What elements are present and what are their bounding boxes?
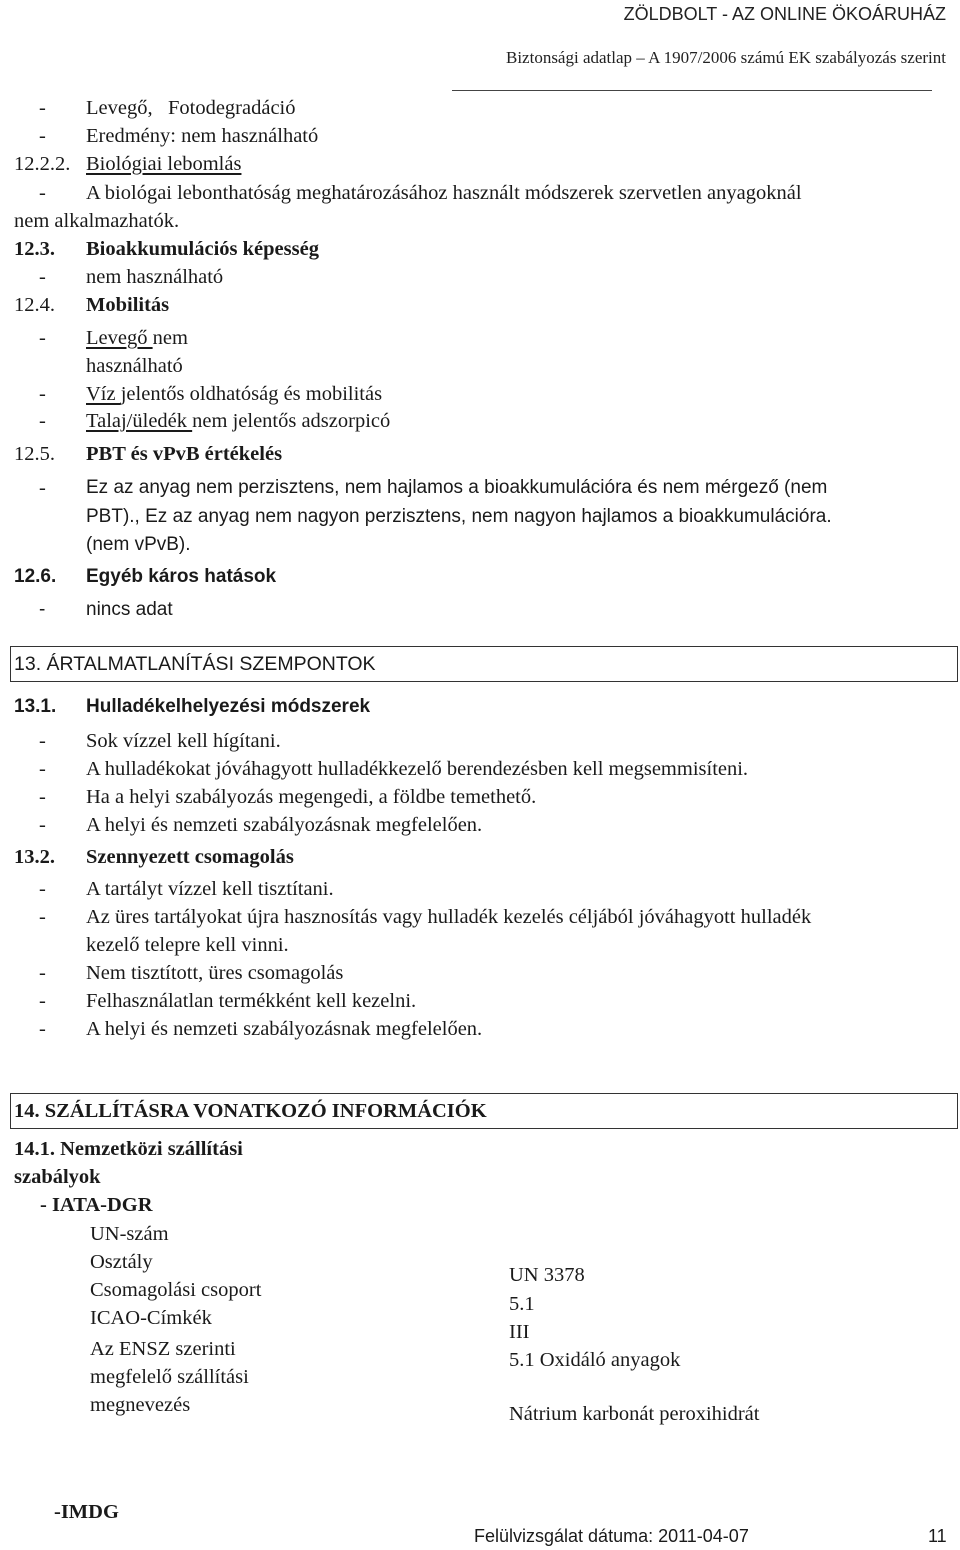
air-photodegradation: Levegő, Fotodegradáció bbox=[86, 97, 296, 119]
section-title-other-effects: Egyéb káros hatások bbox=[86, 566, 277, 587]
bullet-dash: - bbox=[39, 125, 46, 147]
section-number: 12.5. bbox=[14, 443, 55, 465]
bullet-dash: - bbox=[39, 97, 46, 119]
result-line: Eredmény: nem használható bbox=[86, 125, 319, 147]
bullet-dash: - bbox=[39, 477, 46, 499]
label-shipping-name-2: megfelelő szállítási bbox=[90, 1366, 249, 1388]
bullet-dash: - bbox=[39, 266, 46, 288]
list-item: A hulladékokat jóváhagyott hulladékkezelő berendezésben kell megsemmisíteni. bbox=[86, 758, 749, 780]
mobility-air-label: Levegő bbox=[86, 327, 153, 349]
pbt-text-1: Ez az anyag nem perzisztens, nem hajlamos a bioakkumulációra és nem mérgező (nem bbox=[86, 477, 828, 498]
section-title-biodegradation: Biológiai lebomlás bbox=[86, 153, 242, 175]
list-item-cont: kezelő telepre kell vinni. bbox=[86, 934, 289, 956]
bullet-dash: - bbox=[39, 410, 46, 432]
bullet-dash: - bbox=[39, 962, 46, 984]
section-number: 12.6. bbox=[14, 566, 57, 587]
section-title-mobility: Mobilitás bbox=[86, 294, 170, 316]
section-number: 12.2.2. bbox=[14, 153, 71, 175]
list-item: A helyi és nemzeti szabályozásnak megfelelően. bbox=[86, 1018, 483, 1040]
bullet-dash: - bbox=[39, 1018, 46, 1040]
value-class: 5.1 bbox=[509, 1293, 535, 1315]
bullet-dash: - bbox=[39, 730, 46, 752]
pbt-text-2: PBT)., Ez az anyag nem nagyon perzisztens, nem nagyon hajlamos a bioakkumulációra. bbox=[86, 506, 832, 527]
section-number: 13.2. bbox=[14, 846, 55, 868]
mobility-water-label: Víz bbox=[86, 383, 121, 405]
mobility-air-value-cont: használható bbox=[86, 355, 183, 377]
section-title-packaging: Szennyezett csomagolás bbox=[86, 846, 294, 868]
label-un-number: UN-szám bbox=[90, 1223, 169, 1245]
bullet-dash: - bbox=[39, 599, 46, 620]
mobility-soil-label: Talaj/üledék bbox=[86, 410, 193, 432]
section-title-bioaccumulation: Bioakkumulációs képesség bbox=[86, 238, 319, 260]
value-un-number: UN 3378 bbox=[509, 1264, 585, 1286]
header-rule bbox=[452, 90, 932, 91]
value-shipping-name: Nátrium karbonát peroxihidrát bbox=[509, 1403, 760, 1425]
section-number: 13.1. bbox=[14, 696, 57, 717]
list-item: A tartályt vízzel kell tisztítani. bbox=[86, 878, 334, 900]
label-shipping-name-3: megnevezés bbox=[90, 1394, 191, 1416]
mobility-air bbox=[86, 326, 188, 350]
bullet-dash: - bbox=[39, 383, 46, 405]
list-item: Nem tisztított, üres csomagolás bbox=[86, 962, 344, 984]
section-14-1-title: 14.1. Nemzetközi szállítási bbox=[14, 1138, 243, 1160]
section-number: 12.3. bbox=[14, 238, 55, 260]
store-name: ZÖLDBOLT - AZ ONLINE ÖKOÁRUHÁZ bbox=[623, 4, 946, 24]
section-14-title: 14. SZÁLLÍTÁSRA VONATKOZÓ INFORMÁCIÓK bbox=[14, 1100, 487, 1122]
bullet-dash: - bbox=[39, 814, 46, 836]
label-packing-group: Csomagolási csoport bbox=[90, 1279, 262, 1301]
section-13-title: 13. ÁRTALMATLANÍTÁSI SZEMPONTOK bbox=[14, 653, 376, 675]
bullet-dash: - bbox=[39, 327, 46, 349]
mobility-soil-value: nem jelentős adszorpicó bbox=[192, 410, 391, 432]
list-item: Felhasználatlan termékként kell kezelni. bbox=[86, 990, 417, 1012]
mobility-water-value: jelentős oldhatóság és mobilitás bbox=[120, 383, 383, 405]
iata-heading: - IATA-DGR bbox=[40, 1194, 153, 1216]
mobility-water bbox=[86, 382, 382, 406]
section-number: 12.4. bbox=[14, 294, 55, 316]
bullet-dash: - bbox=[39, 786, 46, 808]
bioaccumulation-text: nem használható bbox=[86, 266, 224, 288]
pbt-text-3: (nem vPvB). bbox=[86, 534, 191, 555]
list-item: A helyi és nemzeti szabályozásnak megfelelően. bbox=[86, 814, 483, 836]
biodegradation-text: A biológai lebonthatóság meghatározásához használt módszerek szervetlen anyagoknál bbox=[86, 182, 802, 204]
bullet-dash: - bbox=[39, 182, 46, 204]
bullet-dash: - bbox=[39, 878, 46, 900]
value-packing-group: III bbox=[509, 1321, 530, 1343]
mobility-soil bbox=[86, 409, 390, 433]
other-effects-text: nincs adat bbox=[86, 599, 173, 620]
page-number: 11 bbox=[928, 1526, 947, 1546]
revision-date: Felülvizsgálat dátuma: 2011-04-07 bbox=[474, 1526, 749, 1546]
label-icao: ICAO-Címkék bbox=[90, 1307, 212, 1329]
bullet-dash: - bbox=[39, 758, 46, 780]
mobility-air-value: nem bbox=[152, 327, 188, 349]
imdg-heading: -IMDG bbox=[54, 1501, 119, 1523]
section-title-disposal: Hulladékelhelyezési módszerek bbox=[86, 696, 371, 717]
list-item: Sok vízzel kell hígítani. bbox=[86, 730, 281, 752]
list-item: Az üres tartályokat újra hasznosítás vagy hulladék kezelés céljából jóváhagyott hulladék bbox=[86, 906, 812, 928]
list-item: Ha a helyi szabályozás megengedi, a földbe temethető. bbox=[86, 786, 537, 808]
biodegradation-text-cont: nem alkalmazhatók. bbox=[14, 210, 180, 232]
bullet-dash: - bbox=[39, 906, 46, 928]
section-title-pbt: PBT és vPvB értékelés bbox=[86, 443, 283, 465]
section-14-1-title-cont: szabályok bbox=[14, 1166, 101, 1188]
label-shipping-name: Az ENSZ szerinti bbox=[90, 1338, 236, 1360]
sheet-title: Biztonsági adatlap – A 1907/2006 számú EK szabályozás szerint bbox=[505, 48, 946, 67]
value-icao: 5.1 Oxidáló anyagok bbox=[509, 1349, 681, 1371]
label-class: Osztály bbox=[90, 1251, 153, 1273]
bullet-dash: - bbox=[39, 990, 46, 1012]
